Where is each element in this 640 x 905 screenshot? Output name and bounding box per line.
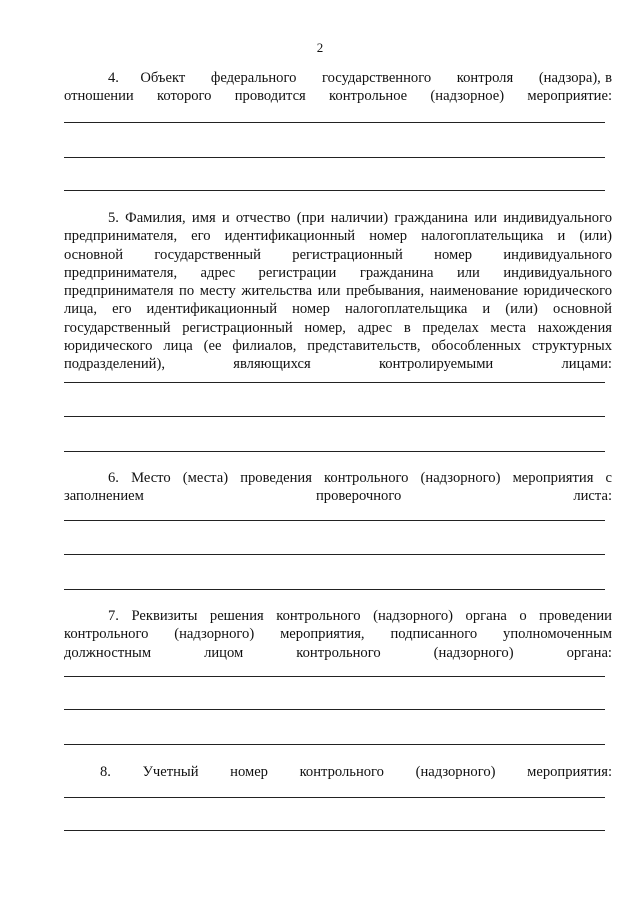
section-8-text: 8. Учетный номер контрольного (надзорного) мероприятия: <box>100 764 612 780</box>
section-7-blank-line[interactable] <box>64 744 605 745</box>
section-6-blank-line[interactable] <box>64 520 605 521</box>
section-4-blank-line[interactable] <box>64 190 605 191</box>
section-8-blank-line[interactable] <box>64 830 605 831</box>
page-number: 2 <box>316 40 324 55</box>
section-6-blank-line[interactable] <box>64 589 605 590</box>
section-7-blank-line[interactable] <box>64 676 605 677</box>
section-6-blank-line[interactable] <box>64 554 605 555</box>
section-7-text: 7. Реквизиты решения контрольного (надзорного) органа о проведении контрольного (надзорного) мероприятия, подписанного уполномоченным должностным лицом контрольного (надзорного) органа: <box>64 608 612 661</box>
section-6-text: 6. Место (места) проведения контрольного (надзорного) мероприятия с заполнением проверочного листа: <box>64 470 612 505</box>
section-8-blank-line[interactable] <box>64 797 605 798</box>
section-5-blank-line[interactable] <box>64 382 605 383</box>
section-4-text: 4. Объект федерального государственного контроля (надзора), в отношении которого проводится контрольное (надзорное) мероприятие: <box>64 70 612 105</box>
section-4-blank-line[interactable] <box>64 157 605 158</box>
section-5-text: 5. Фамилия, имя и отчество (при наличии) гражданина или индивидуального предпринимателя, его идентификационный номер налогоплательщика и (или) основной государственный регистрационный номер индивидуального предпринимателя, адрес регистрации гражданина или индивидуального предпринимателя по месту жительства или пребывания, наименование юридического лица, его идентификационный номер налогоплательщика и (или) основной государственный регистрационный номер, адрес в пределах места нахождения юридического лица (ее филиалов, представительств, обособленных структурных подразделений), являющихся контролируемыми лицами: <box>64 210 612 373</box>
section-5-blank-line[interactable] <box>64 451 605 452</box>
section-5-blank-line[interactable] <box>64 416 605 417</box>
section-7-blank-line[interactable] <box>64 709 605 710</box>
section-4-blank-line[interactable] <box>64 122 605 123</box>
